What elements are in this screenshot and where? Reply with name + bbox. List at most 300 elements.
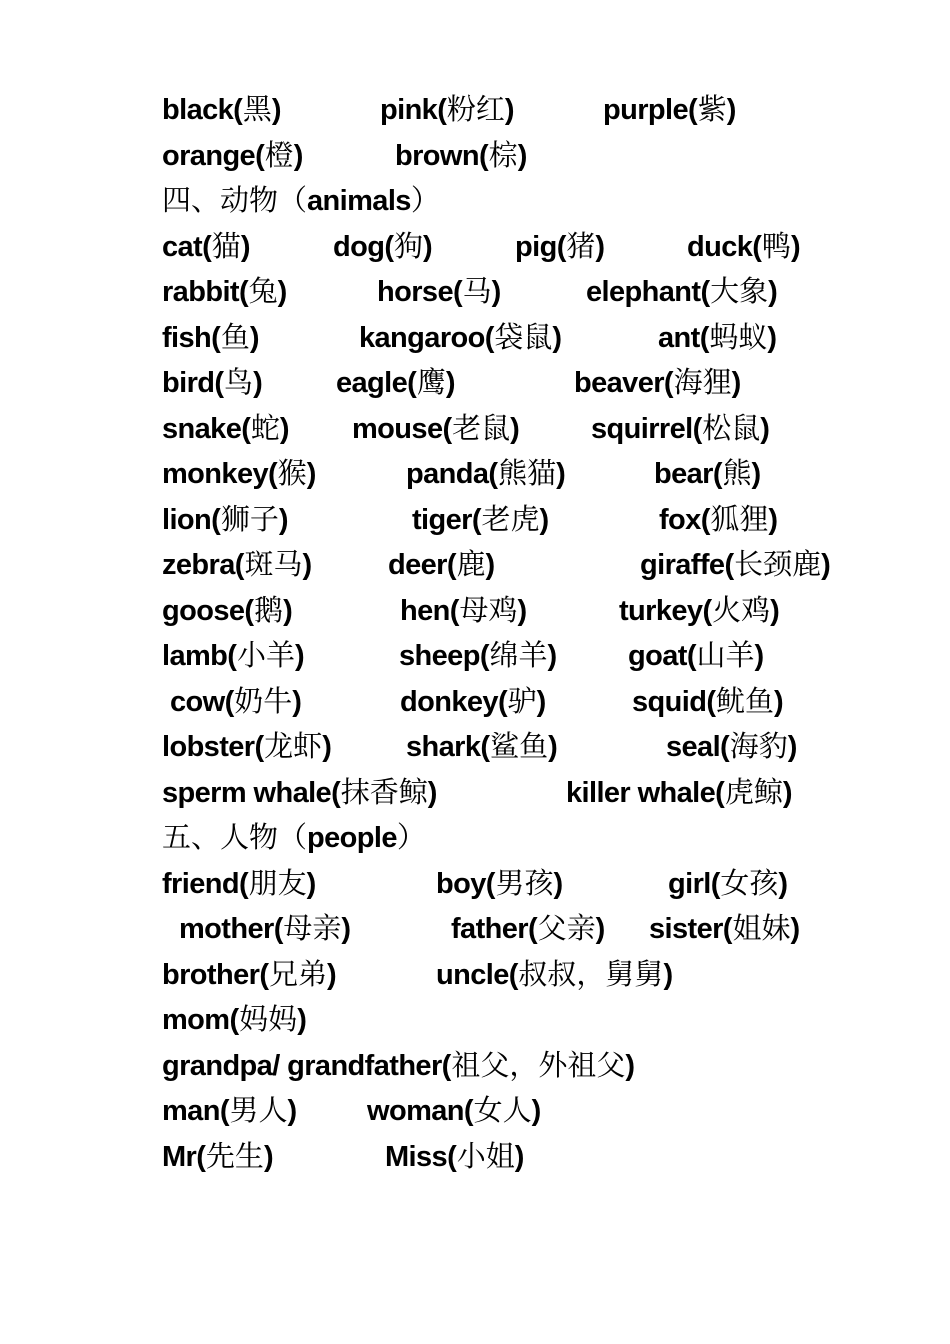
vocab-line: [0, 314, 950, 360]
close-paren: ): [253, 367, 263, 399]
english-word: panda: [406, 458, 489, 490]
english-word: Mr: [162, 1140, 197, 1173]
english-word: cow: [170, 685, 225, 718]
close-paren: ): [292, 685, 302, 718]
chinese-translation: 鹰: [416, 365, 446, 399]
heading-prefix: 四、动物（: [162, 183, 308, 217]
close-paren: ): [553, 867, 564, 900]
vocab-entry-squid: [632, 678, 784, 725]
chinese-translation: 鸟: [224, 365, 254, 399]
close-paren: ): [790, 230, 801, 263]
close-paren: ): [279, 412, 290, 445]
chinese-translation: 男孩: [495, 865, 554, 900]
open-paren: (: [686, 640, 697, 672]
chinese-translation: 鲨鱼: [490, 729, 549, 763]
close-paren: ): [504, 94, 515, 126]
vocab-entry-donkey: [400, 678, 546, 725]
chinese-translation: 粉红: [446, 92, 505, 126]
close-paren: ): [240, 230, 251, 263]
close-paren: ): [271, 94, 282, 126]
vocab-entry-orange: [162, 132, 303, 179]
open-paren: (: [663, 367, 674, 399]
close-paren: ): [770, 594, 780, 627]
chinese-translation: 鱿鱼: [716, 683, 775, 718]
vocab-entry-fox: [659, 496, 778, 543]
vocab-entry-black: [162, 86, 282, 133]
chinese-translation: 鱼: [220, 319, 250, 354]
english-word: snake: [162, 412, 242, 445]
chinese-translation: 长颈鹿: [734, 547, 822, 581]
chinese-translation: 兔: [248, 274, 278, 308]
chinese-translation: 妈妈: [239, 1002, 298, 1036]
close-paren: ): [726, 94, 737, 126]
open-paren: (: [244, 594, 255, 627]
english-word: sister: [649, 913, 723, 945]
section-heading-animals: [162, 177, 440, 224]
vocab-line: [0, 1087, 950, 1133]
close-paren: ): [595, 230, 606, 263]
open-paren: (: [699, 321, 710, 354]
english-word: woman: [367, 1095, 464, 1127]
heading-suffix: ）: [410, 183, 440, 217]
vocab-entry-deer: [388, 541, 495, 588]
english-word: donkey: [400, 685, 498, 718]
english-word: turkey: [619, 594, 703, 627]
english-word: Miss: [385, 1140, 448, 1173]
chinese-translation: 母亲: [283, 911, 342, 945]
english-word: grandpa/ grandfather: [162, 1049, 442, 1082]
chinese-translation: 虎鲸: [724, 774, 783, 809]
english-word: mother: [179, 913, 274, 945]
english-word: orange: [162, 139, 256, 172]
close-paren: ): [287, 1095, 298, 1127]
vocab-entry-brown: [395, 132, 527, 179]
english-word: lion: [162, 503, 212, 536]
close-paren: ): [517, 139, 528, 172]
vocab-entry-zebra: [162, 541, 312, 588]
vocab-line: [0, 86, 950, 132]
open-paren: (: [407, 367, 417, 399]
open-paren: (: [479, 640, 490, 672]
vocab-entry-bear: [654, 450, 761, 497]
vocab-entry-elephant: [586, 268, 778, 315]
close-paren: ): [768, 503, 779, 536]
english-word: uncle: [436, 958, 509, 991]
english-word: bear: [654, 458, 713, 490]
chinese-translation: 熊: [722, 456, 752, 490]
chinese-translation: 狐狸: [710, 501, 769, 536]
open-paren: (: [700, 503, 711, 536]
close-paren: ): [767, 321, 778, 354]
english-word: seal: [666, 731, 721, 763]
open-paren: (: [702, 594, 713, 627]
open-paren: (: [224, 685, 235, 718]
open-paren: (: [447, 1140, 457, 1173]
vocab-entry-killer-whale: [566, 769, 793, 816]
vocab-entry-purple: [603, 86, 736, 133]
chinese-translation: 鹅: [254, 592, 284, 627]
english-word: pig: [515, 230, 557, 263]
vocab-entry-panda: [406, 450, 566, 497]
close-paren: ): [263, 1140, 274, 1173]
chinese-translation: 鹿: [456, 547, 486, 581]
close-paren: ): [277, 276, 288, 308]
open-paren: (: [485, 867, 496, 900]
close-paren: ): [249, 321, 260, 354]
english-word: fox: [659, 503, 701, 536]
english-word: monkey: [162, 458, 268, 490]
english-word: horse: [377, 276, 453, 308]
open-paren: (: [211, 321, 221, 354]
close-paren: ): [327, 958, 337, 991]
open-paren: (: [255, 139, 265, 172]
chinese-translation: 父亲: [537, 911, 596, 945]
vocab-entry-duck: [687, 223, 801, 270]
vocab-entry-tiger: [412, 496, 549, 543]
vocab-entry-grandpa-grandfather: [162, 1042, 635, 1089]
vocab-line: [0, 450, 950, 496]
vocab-line: [0, 678, 950, 724]
chinese-translation: 母鸡: [459, 592, 518, 627]
open-paren: (: [712, 458, 723, 490]
chinese-translation: 老鼠: [452, 410, 511, 445]
close-paren: ): [531, 1095, 542, 1127]
close-paren: ): [294, 640, 305, 672]
vocab-entry-beaver: [574, 359, 741, 406]
close-paren: ): [427, 776, 438, 809]
vocab-entry-turkey: [619, 587, 780, 634]
english-word: tiger: [412, 503, 472, 536]
english-word: black: [162, 94, 234, 126]
english-word: elephant: [586, 276, 701, 308]
vocab-line: [0, 268, 950, 314]
vocab-line: [0, 587, 950, 633]
vocab-entry-mouse: [352, 405, 520, 452]
open-paren: (: [688, 94, 698, 126]
open-paren: (: [706, 685, 717, 718]
close-paren: ): [790, 913, 801, 945]
english-word: killer whale: [566, 776, 716, 809]
english-word: goat: [628, 640, 687, 672]
chinese-translation: 黑: [242, 92, 272, 126]
close-paren: ): [306, 458, 317, 490]
english-word: ant: [658, 321, 700, 354]
english-word: squirrel: [591, 412, 693, 445]
close-paren: ): [278, 503, 289, 536]
vocab-line: [0, 860, 950, 906]
close-paren: ): [552, 321, 563, 354]
vocab-entry-horse: [377, 268, 501, 315]
heading-english: people: [307, 822, 397, 854]
close-paren: ): [322, 731, 332, 763]
open-paren: (: [449, 594, 460, 627]
vocab-entry-rabbit: [162, 268, 287, 315]
close-paren: ): [306, 867, 317, 900]
english-word: dog: [333, 230, 385, 263]
chinese-translation: 狗: [394, 228, 424, 263]
chinese-translation: 男人: [229, 1093, 288, 1127]
close-paren: ): [536, 685, 547, 718]
english-word: man: [162, 1095, 220, 1127]
close-paren: ): [302, 549, 313, 581]
open-paren: (: [479, 139, 489, 172]
english-word: lamb: [162, 640, 228, 672]
close-paren: ): [491, 276, 502, 308]
close-paren: ): [445, 367, 456, 399]
english-word: mom: [162, 1004, 230, 1036]
vocab-entry-pig: [515, 223, 605, 270]
vocab-entry-friend: [162, 860, 316, 907]
close-paren: ): [556, 458, 566, 490]
vocab-line: [0, 496, 950, 542]
vocab-entry-hen: [400, 587, 527, 634]
chinese-translation: 猴: [277, 456, 307, 490]
vocab-entry-uncle: [436, 951, 673, 998]
english-word: girl: [668, 867, 711, 900]
vocab-line: [0, 1133, 950, 1179]
close-paren: ): [283, 594, 293, 627]
english-word: father: [451, 913, 528, 945]
vocab-entry-pink: [380, 86, 515, 133]
vocab-entry-girl: [668, 860, 788, 907]
open-paren: (: [446, 549, 457, 581]
english-word: squid: [632, 685, 707, 718]
chinese-translation: 兄弟: [268, 956, 327, 991]
chinese-translation: 蛇: [250, 410, 280, 445]
vocab-entry-sister: [649, 905, 800, 952]
chinese-translation: 祖父，外祖父: [451, 1047, 626, 1082]
vocab-line: [0, 405, 950, 451]
section-heading-line: [0, 814, 950, 860]
chinese-translation: 抹香鲸: [340, 774, 428, 809]
chinese-translation: 大象: [710, 274, 769, 308]
vocab-line: [0, 996, 950, 1042]
english-word: shark: [406, 731, 481, 763]
vocab-entry-sperm-whale: [162, 769, 437, 816]
open-paren: (: [442, 412, 453, 445]
heading-prefix: 五、人物（: [162, 820, 308, 854]
close-paren: ): [751, 458, 762, 490]
chinese-translation: 老虎: [481, 501, 540, 536]
chinese-translation: 马: [462, 274, 492, 308]
vocab-entry-mother: [179, 905, 351, 952]
close-paren: ): [768, 276, 778, 308]
chinese-translation: 朋友: [248, 865, 307, 900]
vocab-entry-bird: [162, 359, 263, 406]
close-paren: ): [485, 549, 496, 581]
open-paren: (: [273, 913, 284, 945]
vocab-line: [0, 769, 950, 815]
vocab-entry-goat: [628, 632, 764, 679]
heading-english: animals: [307, 185, 411, 217]
open-paren: (: [241, 412, 251, 445]
vocab-entry-lamb: [162, 632, 305, 679]
vocab-line: [0, 1042, 950, 1088]
english-word: beaver: [574, 367, 664, 399]
vocab-line: [0, 723, 950, 769]
open-paren: (: [268, 458, 278, 490]
english-word: sheep: [399, 640, 480, 672]
open-paren: (: [219, 1095, 230, 1127]
chinese-translation: 蚂蚁: [709, 319, 768, 354]
english-word: hen: [400, 594, 450, 627]
english-word: pink: [380, 94, 438, 126]
vocab-entry-mom: [162, 996, 307, 1043]
chinese-translation: 奶牛: [234, 683, 293, 718]
vocab-entry-mr: [162, 1133, 274, 1180]
open-paren: (: [527, 913, 538, 945]
open-paren: (: [214, 367, 225, 399]
open-paren: (: [497, 685, 508, 718]
english-word: deer: [388, 549, 447, 581]
english-word: sperm whale: [162, 776, 332, 809]
english-word: boy: [436, 867, 486, 900]
open-paren: (: [227, 640, 237, 672]
english-word: giraffe: [640, 549, 725, 581]
vocab-entry-lobster: [162, 723, 332, 770]
vocab-entry-cat: [162, 223, 250, 270]
close-paren: ): [510, 412, 520, 445]
close-paren: ): [517, 594, 528, 627]
chinese-translation: 海狸: [673, 365, 732, 399]
open-paren: (: [196, 1140, 206, 1173]
open-paren: (: [480, 731, 491, 763]
open-paren: (: [508, 958, 519, 991]
english-word: duck: [687, 230, 753, 263]
close-paren: ): [731, 367, 742, 399]
chinese-translation: 紫: [697, 92, 727, 126]
english-word: brother: [162, 958, 260, 991]
chinese-translation: 松鼠: [702, 410, 761, 445]
chinese-translation: 猫: [211, 228, 241, 263]
english-word: rabbit: [162, 276, 239, 308]
chinese-translation: 山羊: [696, 638, 755, 672]
chinese-translation: 小姐: [456, 1138, 515, 1173]
chinese-translation: 绵羊: [489, 638, 548, 672]
english-word: goose: [162, 594, 245, 627]
open-paren: (: [692, 412, 703, 445]
open-paren: (: [202, 230, 212, 263]
vocab-line: [0, 359, 950, 405]
vocab-entry-snake: [162, 405, 290, 452]
close-paren: ): [774, 685, 784, 718]
vocab-entry-brother: [162, 951, 337, 998]
open-paren: (: [211, 503, 221, 536]
open-paren: (: [238, 867, 249, 900]
english-word: eagle: [336, 367, 408, 399]
open-paren: (: [233, 94, 243, 126]
close-paren: ): [293, 139, 304, 172]
english-word: brown: [395, 139, 479, 172]
close-paren: ): [778, 867, 789, 900]
open-paren: (: [441, 1049, 452, 1082]
chinese-translation: 袋鼠: [494, 319, 553, 354]
chinese-translation: 熊猫: [498, 456, 557, 490]
close-paren: ): [548, 731, 558, 763]
vocab-entry-fish: [162, 314, 260, 361]
open-paren: (: [234, 549, 245, 581]
chinese-translation: 棕: [488, 137, 518, 172]
vocab-entry-lion: [162, 496, 289, 543]
english-word: lobster: [162, 731, 255, 763]
vocab-entry-shark: [406, 723, 558, 770]
vocab-entry-giraffe: [640, 541, 831, 588]
chinese-translation: 龙虾: [264, 729, 323, 763]
close-paren: ): [782, 776, 793, 809]
section-heading-line: [0, 177, 950, 223]
open-paren: (: [452, 276, 463, 308]
chinese-translation: 女孩: [720, 865, 779, 900]
chinese-translation: 叔叔，舅舅: [518, 956, 664, 991]
english-word: kangaroo: [359, 321, 485, 354]
open-paren: (: [259, 958, 269, 991]
open-paren: (: [254, 731, 265, 763]
close-paren: ): [663, 958, 674, 991]
chinese-translation: 鸭: [761, 228, 791, 263]
english-word: purple: [603, 94, 689, 126]
open-paren: (: [710, 867, 721, 900]
close-paren: ): [754, 640, 765, 672]
english-word: friend: [162, 867, 239, 900]
open-paren: (: [238, 276, 249, 308]
vocab-entry-eagle: [336, 359, 456, 406]
chinese-translation: 斑马: [244, 547, 303, 581]
vocab-entry-dog: [333, 223, 433, 270]
vocab-line: [0, 223, 950, 269]
close-paren: ): [760, 412, 770, 445]
close-paren: ): [787, 731, 798, 763]
chinese-translation: 先生: [205, 1138, 264, 1173]
english-word: fish: [162, 321, 212, 354]
english-word: cat: [162, 230, 203, 263]
open-paren: (: [484, 321, 495, 354]
open-paren: (: [752, 230, 762, 263]
close-paren: ): [625, 1049, 636, 1082]
close-paren: ): [423, 230, 433, 263]
english-word: zebra: [162, 549, 235, 581]
vocab-line: [0, 951, 950, 997]
chinese-translation: 火鸡: [712, 592, 771, 627]
open-paren: (: [700, 276, 711, 308]
vocab-entry-monkey: [162, 450, 316, 497]
vocab-line: [0, 541, 950, 587]
vocab-line: [0, 132, 950, 178]
open-paren: (: [463, 1095, 474, 1127]
open-paren: (: [471, 503, 482, 536]
close-paren: ): [821, 549, 831, 581]
open-paren: (: [229, 1004, 240, 1036]
vocab-entry-seal: [666, 723, 797, 770]
close-paren: ): [514, 1140, 525, 1173]
vocab-entry-miss: [385, 1133, 524, 1180]
chinese-translation: 小羊: [236, 638, 295, 672]
vocab-entry-ant: [658, 314, 777, 361]
chinese-translation: 猪: [566, 228, 596, 263]
close-paren: ): [595, 913, 606, 945]
vocab-line: [0, 632, 950, 678]
open-paren: (: [384, 230, 395, 263]
open-paren: (: [488, 458, 499, 490]
vocab-entry-man: [162, 1087, 297, 1134]
open-paren: (: [724, 549, 735, 581]
vocab-entry-sheep: [399, 632, 557, 679]
chinese-translation: 橙: [264, 137, 294, 172]
vocab-entry-cow: [170, 678, 302, 725]
vocab-entry-goose: [162, 587, 293, 634]
heading-suffix: ）: [396, 820, 426, 854]
vocab-entry-squirrel: [591, 405, 770, 452]
close-paren: ): [547, 640, 558, 672]
